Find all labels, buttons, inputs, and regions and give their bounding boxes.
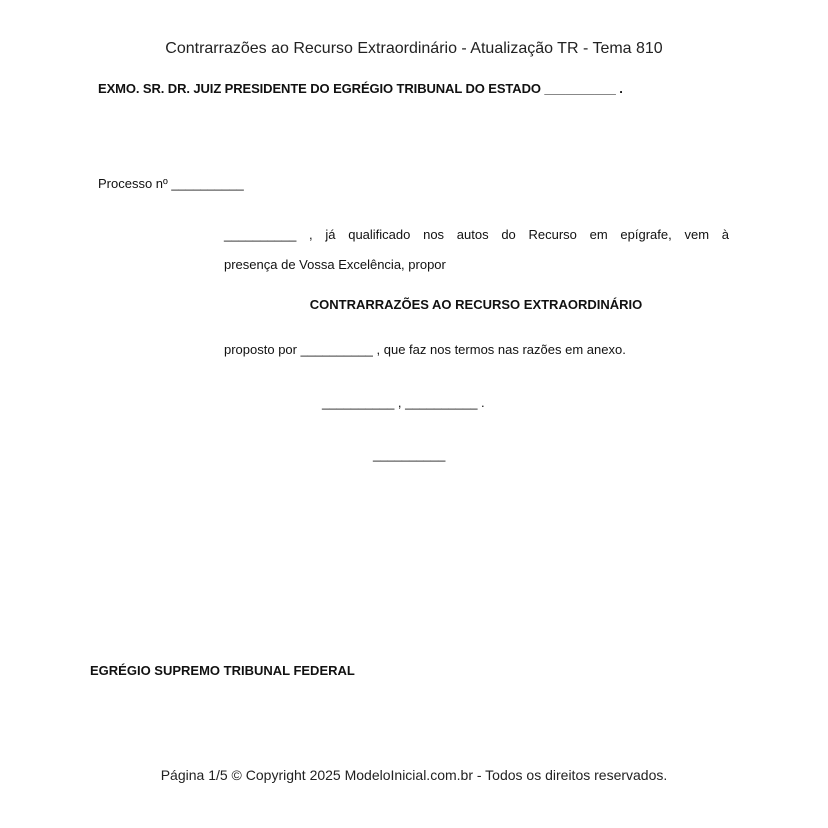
- petition-paragraph-line-2: presença de Vossa Excelência, propor: [224, 257, 446, 272]
- signature-line: __________: [373, 447, 446, 462]
- page-footer: Página 1/5 © Copyright 2025 ModeloInicial.com.br - Todos os direitos reservados.: [160, 767, 668, 783]
- page-header-title: Contrarrazões ao Recurso Extraordinário - Atualização TR - Tema 810: [165, 40, 663, 57]
- petition-paragraph-line-1: __________ , já qualificado nos autos do Recurso em epígrafe, vem à: [224, 227, 729, 242]
- place-date-line: __________ , __________ .: [322, 395, 485, 410]
- document-title: CONTRARRAZÕES AO RECURSO EXTRAORDINÁRIO: [309, 297, 643, 312]
- proposed-by-line: proposto por __________ , que faz nos termos nas razões em anexo.: [224, 342, 626, 357]
- process-number-line: Processo nº __________: [98, 176, 244, 191]
- court-heading: EGRÉGIO SUPREMO TRIBUNAL FEDERAL: [90, 663, 355, 678]
- addressee-line: EXMO. SR. DR. JUIZ PRESIDENTE DO EGRÉGIO TRIBUNAL DO ESTADO __________ .: [98, 81, 623, 96]
